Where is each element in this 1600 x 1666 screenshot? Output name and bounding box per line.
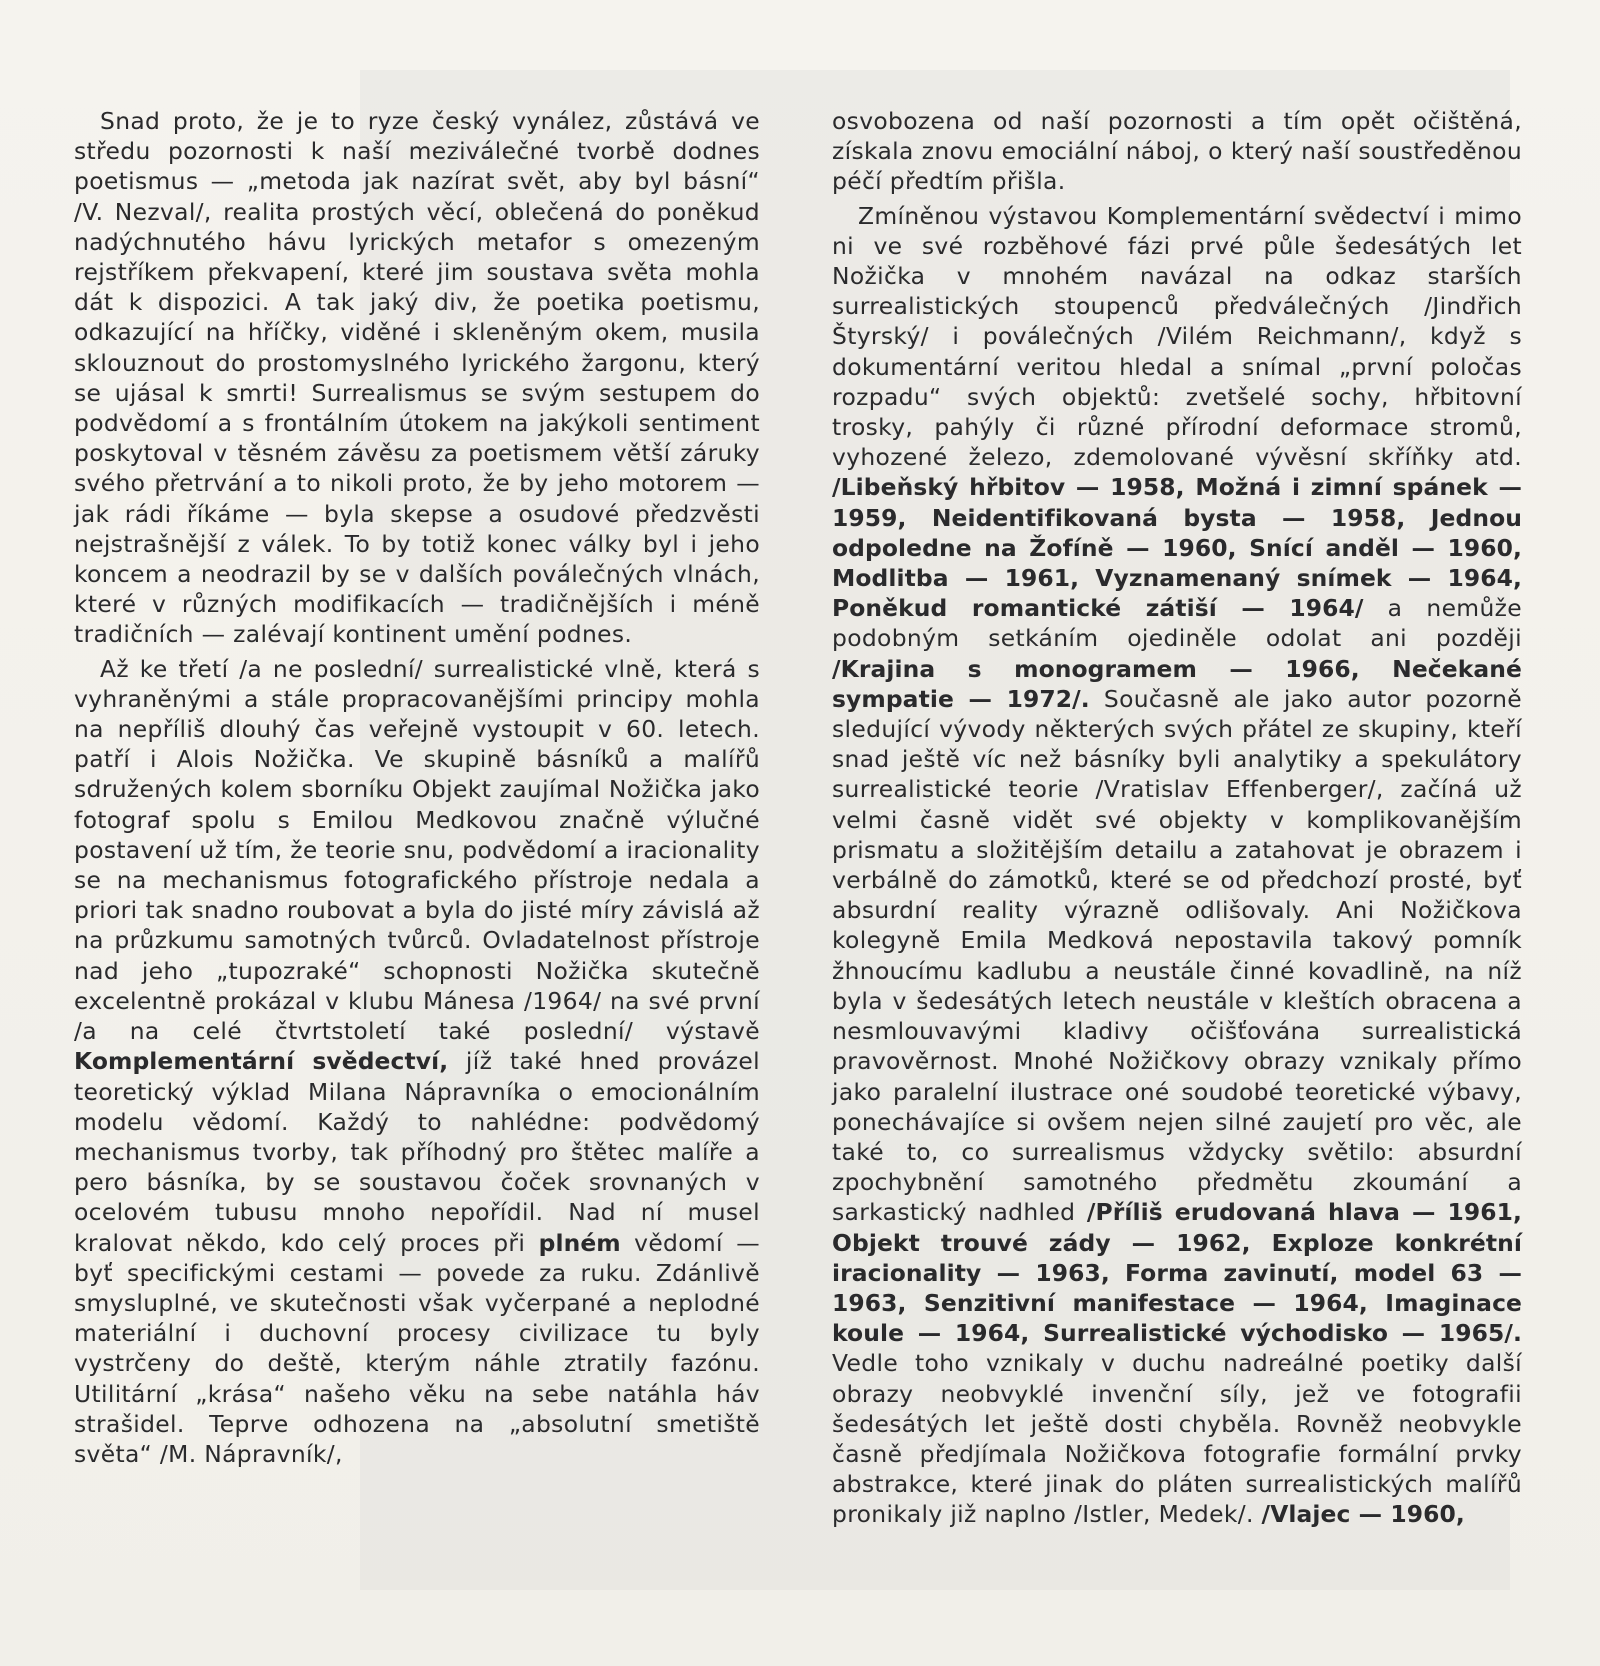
left-p2-text-a: Až ke třetí /a ne poslední/ surrealistické vlně, která s vyhraněnými a stále propracovanějšími principy mohla na nepříliš dlouhý čas veřejně vystoupit v 60. letech. patří i Alois Nožička. Ve skupině básníků a malířů sdružených kolem sborníku Objekt zaujímal Nožička jako fotograf spolu s Emilou Medkovou značně výlučné postavení už tím, že teorie snu, podvědomí a iracionality se na mechanismus fotografického přístroje nedala a priori tak snadno roubovat a byla do jisté míry závislá až na průzkumu samotných tvůrců. Ovladatelnost přístroje nad jeho „tupozraké“ schopnosti Nožička skutečně excelentně prokázal v klubu Mánesa /1964/ na své první /a na celé čtvrtstoletí také poslední/ výstavě: [74, 654, 760, 1046]
right-p2-text-b: a nemůže podobným setkáním ojediněle odolat ani později: [832, 594, 1522, 653]
right-column: [832, 106, 1522, 1530]
right-p1-text: osvobozena od naší pozornosti a tím opět očištěná, získala znovu emociální náboj, o který naší soustředěnou péčí předtím přišla.: [832, 107, 1522, 196]
right-paragraph-1: [832, 106, 1522, 197]
left-p1-text: Snad proto, že je to ryze český vynález, zůstává ve středu pozornosti k naší meziválečné tvorbě dodnes poetismus — „metoda jak nazírat svět, aby byl básní“ /V. Nezval/, realita prostých věcí, oblečená do poněkud nadýchnutého hávu lyrických metafor s omezeným rejstříkem překvapení, které jim soustava světa mohla dát k dispozici. A tak jaký div, že poetika poetismu, odkazující na hříčky, viděné i skleněným okem, musila sklouznout do prostomyslného lyrického žargonu, který se ujásal k smrti! Surrealismus se svým sestupem do podvědomí a s frontálním útokem na jakýkoli sentiment poskytoval v těsném závěsu za poetismem větší záruky svého přetrvání a to nikoli proto, že by jeho motorem — jak rádi říkáme — byla skepse a osudové předzvěsti nejstrašnější z válek. To by totiž konec války byl i jeho koncem a neodrazil by se v dalších poválečných vlnách, které v různých modifikacích — tradičnějších i méně tradičních — zalévají kontinent umění podnes.: [74, 107, 760, 649]
right-p2-text-c: Současně ale jako autor pozorně sledující vývody některých svých přátel ze skupiny, kteří snad ještě víc než básníky byli analytiky a spekulátory surrealistické teorie /Vratislav Effenberger/, začíná už velmi časně vidět své objekty v komplikovanějším prismatu a složitějším detailu a zatahovat je obrazem i verbálně do zámotků, které se od předchozí prosté, byť absurdní reality výrazně odlišovaly. Ani Nožičkova kolegyně Emila Medková nepostavila takový pomník žhnoucímu kadlubu a neustále činné kovadlině, na níž byla v šedesátých letech neustále v kleštích obracena a nesmlouvavými kladivy očišťována surrealistická pravověrnost. Mnohé Nožičkovy obrazy vznikaly přímo jako paralelní ilustrace oné soudobé teoretické výbavy, ponechávajíce si ovšem nejen silné zaujetí pro věc, ale také to, co surrealismus vždycky světilo: absurdní zpochybnění samotného předmětu zkoumání a sarkastický nadhled: [832, 684, 1522, 1227]
left-column: [74, 106, 760, 1469]
right-p2-text-a: Zmíněnou výstavou Komplementární svědectví i mimo ni ve své rozběhové fázi prvé půle šedesátých let Nožička v mnohém navázal na odkaz starších surrealistických stoupenců předválečných /Jindřich Štyrský/ i poválečných /Vilém Reichmann/, když s dokumentární veritou hledal a snímal „první poločas rozpadu“ svých objektů: zvetšelé sochy, hřbitovní trosky, pahýly či různé přírodní deformace stromů, vyhozené železo, zdemolované vývěsní skříňky atd.: [832, 201, 1522, 472]
left-p2-text-c: vědomí — byť specifickými cestami — povede za ruku. Zdánlivě smysluplné, ve skutečnosti však vyčerpané a neplodné materiální i duchovní procesy civilizace tu byly vystrčeny do deště, kterým náhle ztratily fazónu. Utilitární „krása“ našeho věku na sebe natáhla háv strašidel. Teprve odhozena na „absolutní smetiště světa“ /M. Nápravník/,: [74, 1228, 760, 1468]
right-p2-bold-works-1: /Libeňský hřbitov — 1958, Možná i zimní spánek — 1959, Neidentifikovaná bysta — 1958, Jednou odpoledne na Žofíně — 1960, Snící anděl — 1960, Modlitba — 1961, Vyznamenaný snímek — 1964, Poněkud romantické zátiší — 1964/: [832, 473, 1522, 623]
right-p2-bold-works-4: /Vlajec — 1960,: [1261, 1500, 1465, 1529]
right-paragraph-2: [832, 201, 1522, 1530]
right-p2-bold-works-3: /Příliš erudovaná hlava — 1961, Objekt trouvé zády — 1962, Exploze konkrétní iracionality — 1963, Forma zavinutí, model 63 — 1963, Senzitivní manifestace — 1964, Imaginace koule — 1964, Surrealistické východisko — 1965/.: [832, 1198, 1522, 1348]
left-p2-bold-exhibition: Komplementární svědectví,: [74, 1047, 449, 1076]
left-paragraph-1: [74, 106, 760, 650]
left-p2-bold-full: plném: [538, 1228, 621, 1257]
right-p2-bold-works-2: /Krajina s monogramem — 1966, Nečekané sympatie — 1972/.: [832, 654, 1522, 713]
left-paragraph-2: [74, 654, 760, 1469]
left-p2-text-b: jíž také hned provázel teoretický výklad Milana Nápravníka o emocionálním modelu vědomí. Každý to nahlédne: podvědomý mechanismus tvorby, tak příhodný pro štětec malíře a pero básníka, by se soustavou čoček srovnaných v ocelovém tubusu mnoho nepořídil. Nad ní musel kralovat někdo, kdo celý proces při: [74, 1047, 760, 1257]
right-p2-text-d: Vedle toho vznikaly v duchu nadreálné poetiky další obrazy neobvyklé invenční síly, jež ve fotografii šedesátých let ještě dosti chyběla. Rovněž neobvykle časně předjímala Nožičkova fotografie formální prvky abstrakce, které jinak do pláten surrealistických malířů pronikaly již naplno /Istler, Medek/.: [832, 1349, 1522, 1529]
